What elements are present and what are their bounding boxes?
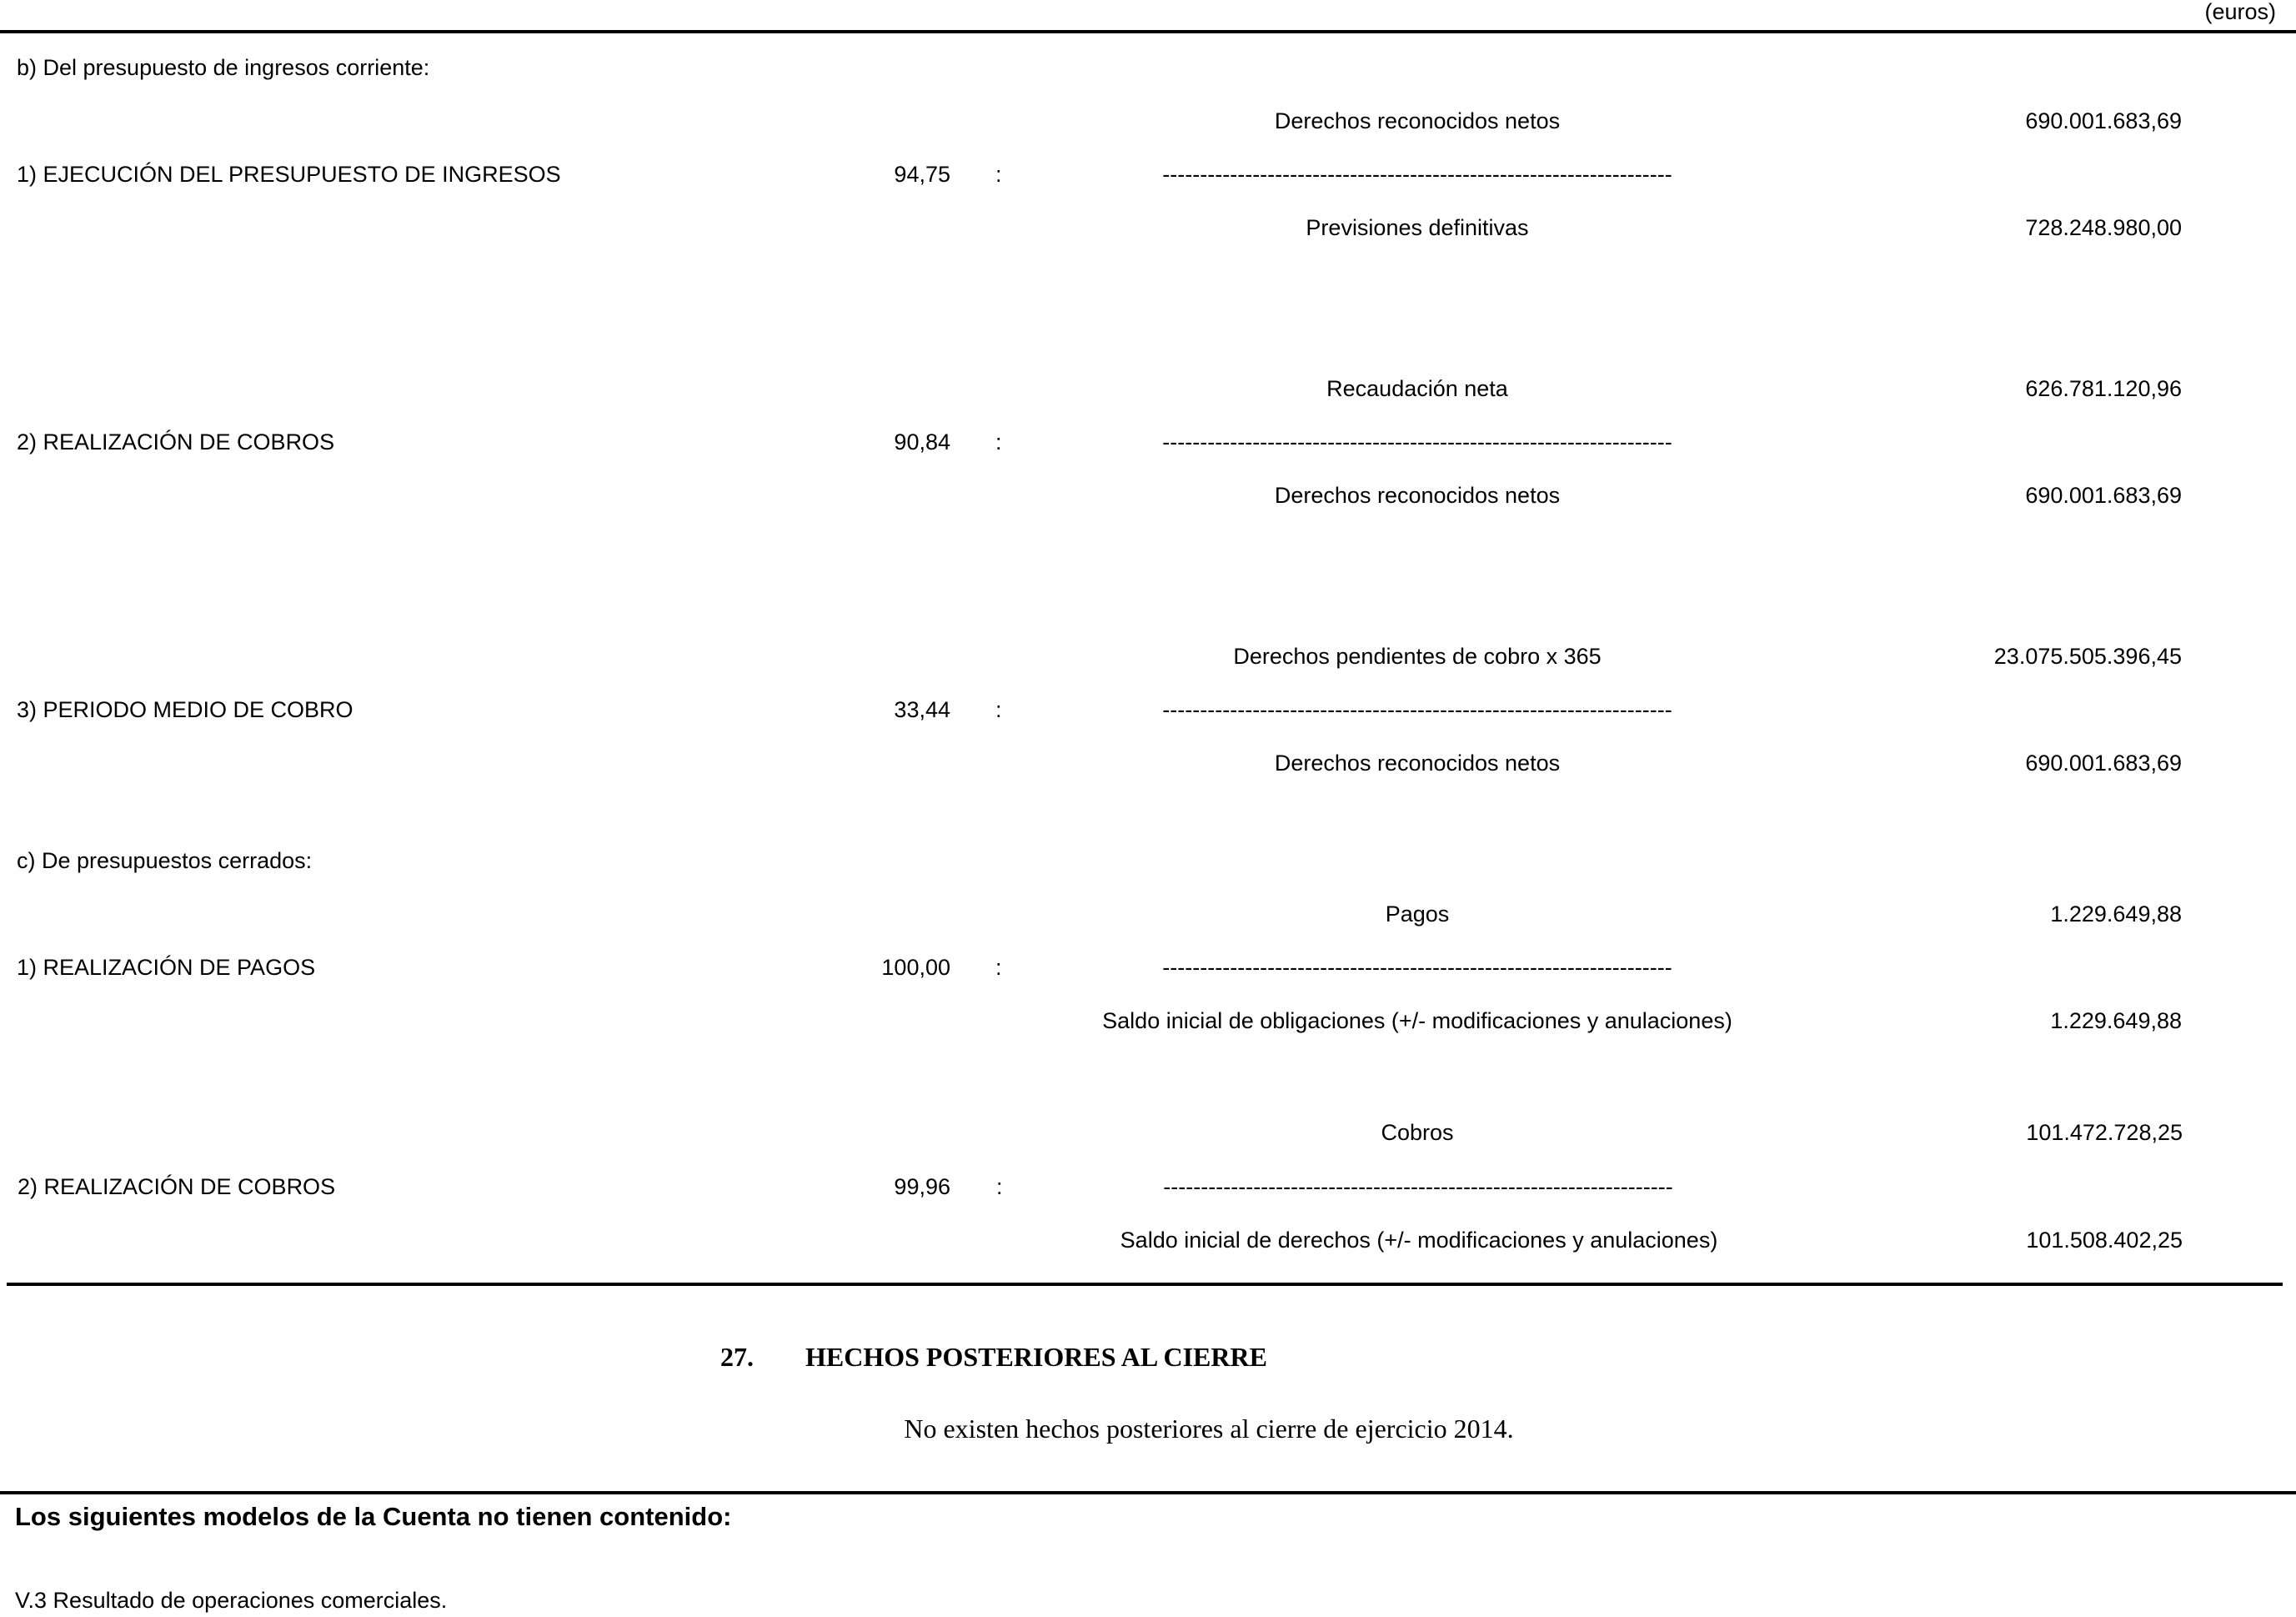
denominator-label: Derechos reconocidos netos <box>1274 483 1561 508</box>
denominator-value: 690.001.683,69 <box>2025 751 2182 776</box>
table-bottom-rule <box>7 1283 2283 1286</box>
section-number: 27. <box>720 1342 754 1372</box>
numerator-value: 1.229.649,88 <box>2050 901 2182 927</box>
colon: : <box>995 162 1002 187</box>
numerator-value: 626.781.120,96 <box>2025 376 2182 401</box>
numerator-value: 101.472.728,25 <box>2026 1120 2183 1145</box>
row-label: 1) EJECUCIÓN DEL PRESUPUESTO DE INGRESOS <box>17 162 561 187</box>
denominator-label: Saldo inicial de obligaciones (+/- modificaciones y anulaciones) <box>1102 1008 1732 1033</box>
fraction-line: -------------------------------------------------------------------- <box>1162 162 1672 187</box>
fraction-line: -------------------------------------------------------------------- <box>1162 697 1672 722</box>
denominator-label: Previsiones definitivas <box>1306 215 1529 240</box>
ratio-value: 100,00 <box>881 955 950 980</box>
footer-rule <box>0 1491 2296 1494</box>
numerator-label: Recaudación neta <box>1326 376 1508 401</box>
numerator-label: Derechos reconocidos netos <box>1274 108 1561 133</box>
ratio-value: 94,75 <box>894 162 950 187</box>
footer-item: V.3 Resultado de operaciones comerciales. <box>15 1588 448 1613</box>
denominator-value: 728.248.980,00 <box>2025 215 2182 240</box>
colon: : <box>996 1174 1003 1199</box>
colon: : <box>995 429 1002 454</box>
colon: : <box>995 697 1002 722</box>
ratio-value: 90,84 <box>894 429 950 454</box>
ratio-value: 99,96 <box>894 1174 950 1199</box>
numerator-value: 23.075.505.396,45 <box>1993 644 2182 669</box>
section-body: No existen hechos posteriores al cierre de ejercicio 2014. <box>904 1414 1514 1444</box>
numerator-value: 690.001.683,69 <box>2025 108 2182 133</box>
colon: : <box>995 955 1002 980</box>
row-label: 3) PERIODO MEDIO DE COBRO <box>17 697 353 722</box>
row-label: 2) REALIZACIÓN DE COBROS <box>18 1174 336 1199</box>
section-title: HECHOS POSTERIORES AL CIERRE <box>805 1342 1267 1372</box>
row-label: 1) REALIZACIÓN DE PAGOS <box>17 955 316 980</box>
denominator-value: 1.229.649,88 <box>2050 1008 2182 1033</box>
fraction-line: -------------------------------------------------------------------- <box>1162 955 1672 980</box>
numerator-label: Cobros <box>1381 1120 1454 1145</box>
fraction-line: -------------------------------------------------------------------- <box>1162 429 1672 454</box>
denominator-value: 690.001.683,69 <box>2025 483 2182 508</box>
numerator-label: Pagos <box>1385 901 1450 927</box>
units-label: (euros) <box>2204 0 2276 24</box>
denominator-label: Derechos reconocidos netos <box>1274 751 1561 776</box>
row-label: 2) REALIZACIÓN DE COBROS <box>17 429 335 454</box>
fraction-line: -------------------------------------------------------------------- <box>1163 1174 1673 1199</box>
top-rule <box>0 30 2296 33</box>
section-c-heading: c) De presupuestos cerrados: <box>17 848 313 873</box>
denominator-label: Saldo inicial de derechos (+/- modificaciones y anulaciones) <box>1120 1228 1718 1253</box>
footer-heading: Los siguientes modelos de la Cuenta no tienen contenido: <box>15 1502 732 1531</box>
ratio-value: 33,44 <box>894 697 950 722</box>
section-b-heading: b) Del presupuesto de ingresos corriente: <box>17 55 430 80</box>
denominator-value: 101.508.402,25 <box>2026 1228 2183 1253</box>
numerator-label: Derechos pendientes de cobro x 365 <box>1233 644 1602 669</box>
